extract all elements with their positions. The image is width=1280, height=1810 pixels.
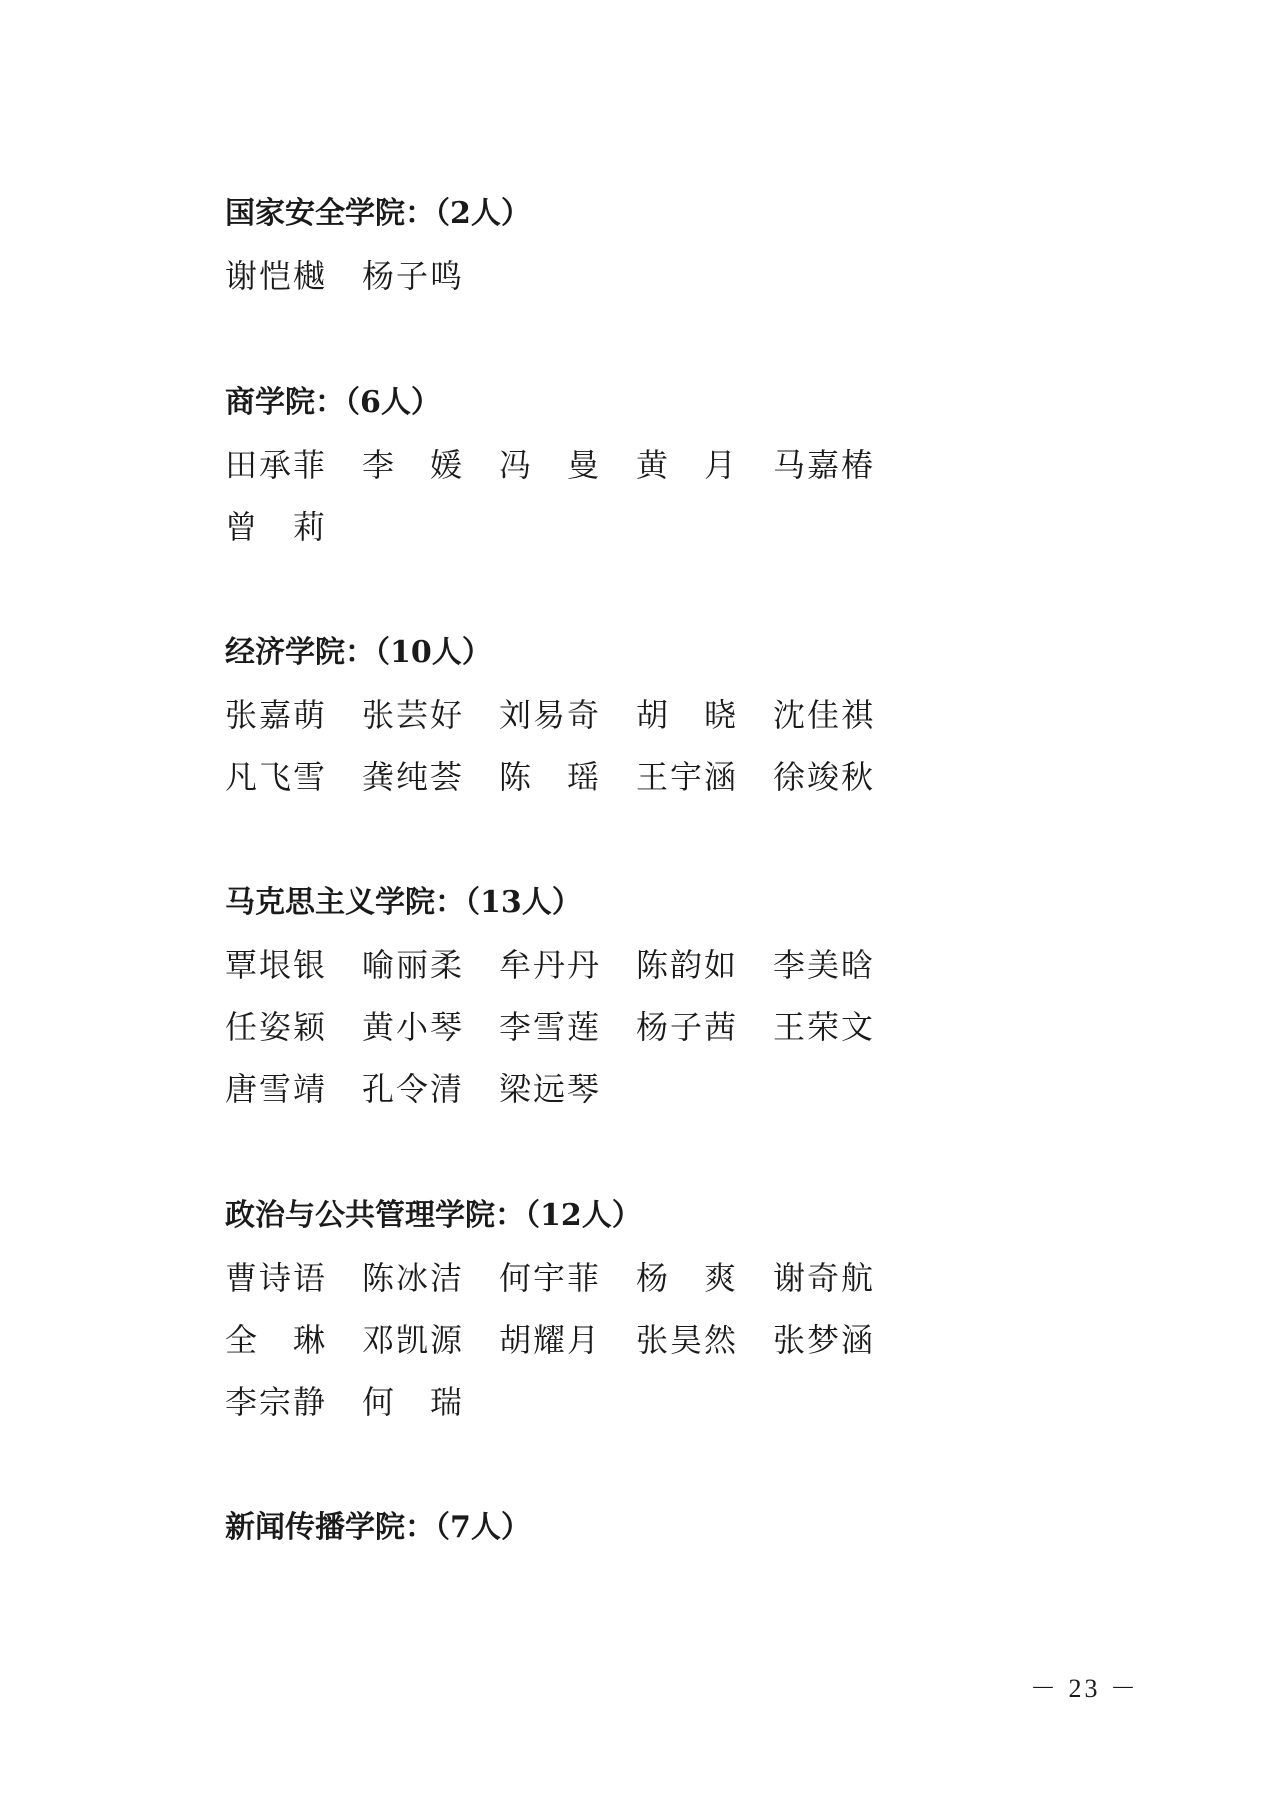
name: 马嘉椿 [773,446,876,484]
name-row [225,746,1025,808]
section-national-security [225,183,1025,307]
name-row [225,684,1025,746]
name: 邓凯源 [362,1321,465,1359]
name: 张梦涵 [773,1321,876,1359]
name-row [225,1309,1025,1371]
name: 陈 瑶 [499,758,602,796]
name: 王荣文 [773,1008,876,1046]
name: 沈佳祺 [773,696,876,734]
name: 全 琳 [225,1321,328,1359]
name: 唐雪靖 [225,1070,328,1108]
section-title: 经济学院：（10人） [225,635,492,670]
name-row [225,1058,1025,1120]
section-business [225,372,1025,558]
name: 张芸好 [362,696,465,734]
name: 田承菲 [225,446,328,484]
name: 龚纯荟 [362,758,465,796]
section-marxism [225,872,1025,1120]
name-row [225,996,1025,1058]
name: 杨子鸣 [362,257,465,295]
name: 谢恺樾 [225,257,328,295]
name: 李美晗 [773,946,876,984]
page-number: － 23 － [1030,1674,1140,1703]
name: 谢奇航 [773,1259,876,1297]
name: 曾 莉 [225,508,328,546]
name-row [225,934,1025,996]
name: 冯 曼 [499,446,602,484]
name-row [225,496,1025,558]
name: 喻丽柔 [362,946,465,984]
name: 黄小琴 [362,1008,465,1046]
section-title: 新闻传播学院：（7人） [225,1510,531,1545]
section-title: 商学院：（6人） [225,385,441,420]
name: 李雪莲 [499,1008,602,1046]
name: 任姿颖 [225,1008,328,1046]
name: 黄 月 [636,446,739,484]
name-row [225,245,1025,307]
section-politics-public-admin [225,1185,1025,1433]
name: 陈韵如 [636,946,739,984]
name: 曹诗语 [225,1259,328,1297]
name: 杨子茜 [636,1008,739,1046]
name: 王宇涵 [636,758,739,796]
name: 陈冰洁 [362,1259,465,1297]
name: 徐竣秋 [773,758,876,796]
name: 何宇菲 [499,1259,602,1297]
name: 何 瑞 [362,1383,465,1421]
name: 张嘉萌 [225,696,328,734]
name: 李宗静 [225,1383,328,1421]
name: 杨 爽 [636,1259,739,1297]
section-title: 国家安全学院：（2人） [225,196,531,231]
name: 覃垠银 [225,946,328,984]
name: 孔令清 [362,1070,465,1108]
name-row [225,1371,1025,1433]
name: 胡耀月 [499,1321,602,1359]
name: 胡 晓 [636,696,739,734]
section-journalism [225,1497,1025,1559]
name-row [225,1247,1025,1309]
section-title: 马克思主义学院：（13人） [225,885,582,920]
name: 刘易奇 [499,696,602,734]
name: 李 媛 [362,446,465,484]
name: 梁远琴 [499,1070,602,1108]
name: 牟丹丹 [499,946,602,984]
section-economics [225,622,1025,808]
section-title: 政治与公共管理学院：（12人） [225,1198,642,1233]
name-row [225,434,1025,496]
name: 张昊然 [636,1321,739,1359]
name: 凡飞雪 [225,758,328,796]
